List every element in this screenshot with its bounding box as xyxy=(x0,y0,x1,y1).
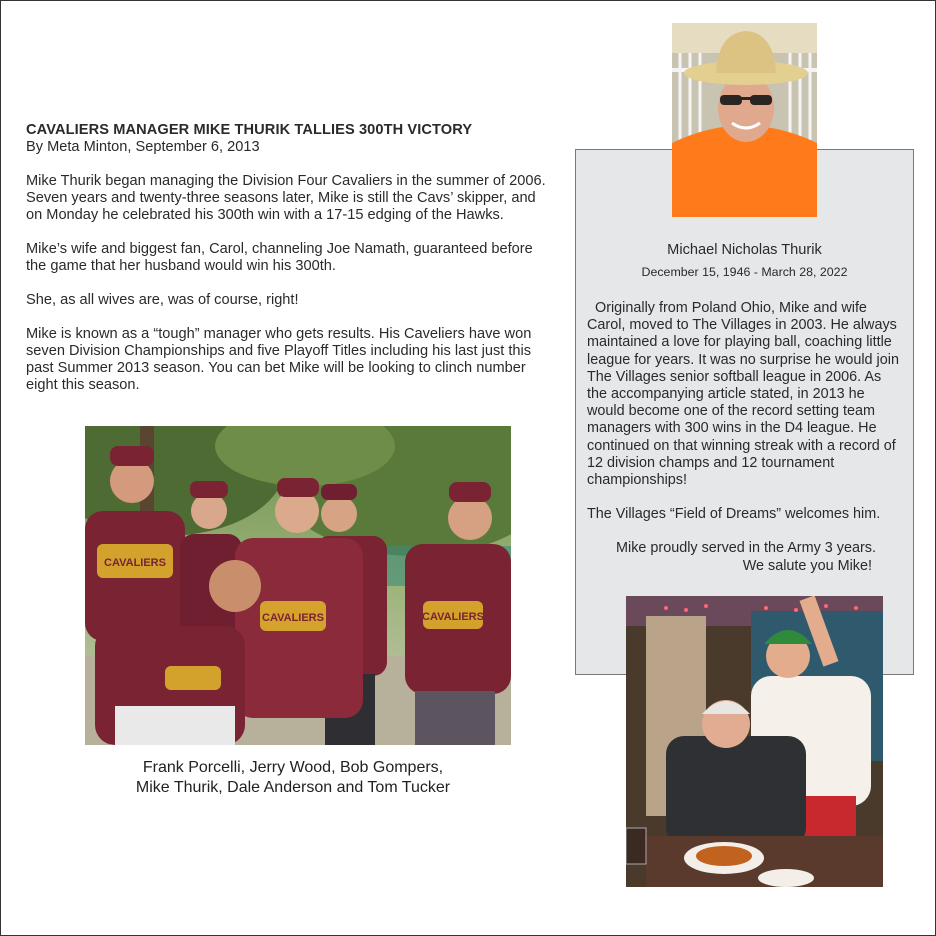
shirt-logo-text: CAVALIERS xyxy=(104,557,166,569)
memorial-name: Michael Nicholas Thurik xyxy=(667,242,822,258)
man-shirt xyxy=(666,736,806,846)
memorial-salute: We salute you Mike! xyxy=(742,557,872,574)
memorial-welcome: The Villages “Field of Dreams” welcomes him. xyxy=(587,506,881,523)
memorial-text xyxy=(587,300,905,575)
memorial-dates: December 15, 1946 - March 28, 2022 xyxy=(641,265,848,279)
article-paragraph: Mike’s wife and biggest fan, Carol, channeling Joe Namath, guaranteed before the game that her husband would win his 300th. xyxy=(26,241,533,274)
team-photo xyxy=(85,426,511,745)
article-paragraph: Mike is known as a “tough” manager who gets results. His Caveliers have won seven Division Championships and five Playoff Titles including his last just this past Summer 2013 season. You can bet Mike will be looking to clinch number eight this season. xyxy=(26,326,532,393)
article-headline: CAVALIERS MANAGER MIKE THURIK TALLIES 300TH VICTORY xyxy=(26,122,473,138)
caption-line: Frank Porcelli, Jerry Wood, Bob Gompers, xyxy=(142,759,444,776)
memorial-army: Mike proudly served in the Army 3 years. xyxy=(616,540,876,557)
article-byline: By Meta Minton, September 6, 2013 xyxy=(26,139,260,155)
shirt-logo-text: CAVALIERS xyxy=(262,612,324,624)
team-photo-caption xyxy=(85,758,501,798)
article-paragraph: She, as all wives are, was of course, right! xyxy=(26,292,299,308)
memorial-bio: Originally from Poland Ohio, Mike and wife Carol, moved to The Villages in 2003. He always maintained a love for playing ball, coaching little league for years. It was no surprise he would join The Villages senior softball league in 2006. As the accompanying article stated, in 2013 he would become one of the record setting team managers with 300 wins in the D4 league. He continued on that winning streak with a record of 12 division champs and 12 tournament championships! xyxy=(587,300,899,489)
portrait-photo xyxy=(672,23,817,217)
caption-line: Mike Thurik, Dale Anderson and Tom Tucker xyxy=(135,779,451,796)
article-paragraph: Mike Thurik began managing the Division Four Cavaliers in the summer of 2006. Seven years and twenty-three seasons later, Mike is still the Cavs’ skipper, and on Monday he celebrated his 300th win with a 17-15 edging of the Hawks. xyxy=(26,173,546,223)
shirt-logo-text: CAVALIERS xyxy=(422,611,484,623)
newspaper-article xyxy=(26,122,551,411)
party-photo xyxy=(626,596,883,887)
